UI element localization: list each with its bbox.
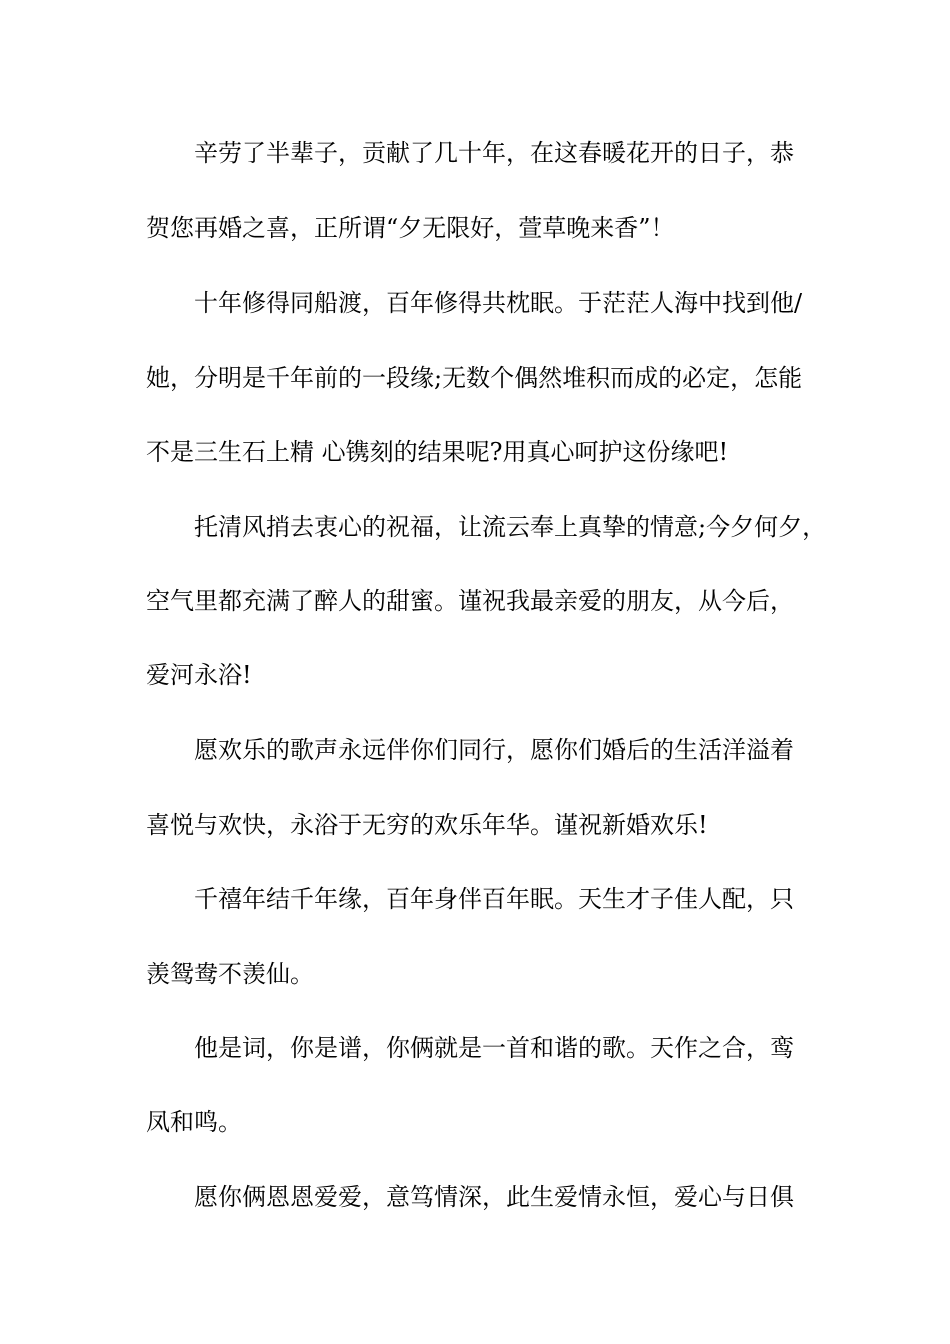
paragraph-6-line-1: 他是词，你是谱，你俩就是一首和谐的歌。天作之合，鸾 bbox=[194, 1034, 794, 1062]
paragraph-3-line-3: 爱河永浴! bbox=[146, 661, 252, 689]
paragraph-4-line-2: 喜悦与欢快，永浴于无穷的欢乐年华。谨祝新婚欢乐! bbox=[146, 811, 708, 839]
paragraph-1-line-1: 辛劳了半辈子，贡献了几十年，在这春暖花开的日子，恭 bbox=[194, 139, 794, 167]
paragraph-5-line-1: 千禧年结千年缘，百年身伴百年眠。天生才子佳人配，只 bbox=[194, 885, 794, 913]
paragraph-6-line-2: 凤和鸣。 bbox=[146, 1108, 242, 1136]
paragraph-5-line-2: 羡鸳鸯不羡仙。 bbox=[146, 960, 314, 988]
paragraph-2-line-1: 十年修得同船渡，百年修得共枕眠。于茫茫人海中找到他/ bbox=[194, 289, 803, 317]
paragraph-2-line-3: 不是三生石上精 心镌刻的结果呢?用真心呵护这份缘吧! bbox=[146, 438, 729, 466]
paragraph-3-line-2: 空气里都充满了醉人的甜蜜。谨祝我最亲爱的朋友，从今后， bbox=[146, 587, 794, 615]
paragraph-2-line-2: 她，分明是千年前的一段缘;无数个偶然堆积而成的必定，怎能 bbox=[146, 364, 803, 392]
paragraph-4-line-1: 愿欢乐的歌声永远伴你们同行，愿你们婚后的生活洋溢着 bbox=[194, 736, 794, 764]
paragraph-3-line-1: 托清风捎去衷心的祝福，让流云奉上真挚的情意;今夕何夕， bbox=[194, 513, 827, 541]
paragraph-7-line-1: 愿你俩恩恩爱爱，意笃情深，此生爱情永恒，爱心与日俱 bbox=[194, 1183, 794, 1211]
paragraph-1-line-2: 贺您再婚之喜，正所谓“夕无限好，萱草晚来香”！ bbox=[146, 214, 675, 242]
